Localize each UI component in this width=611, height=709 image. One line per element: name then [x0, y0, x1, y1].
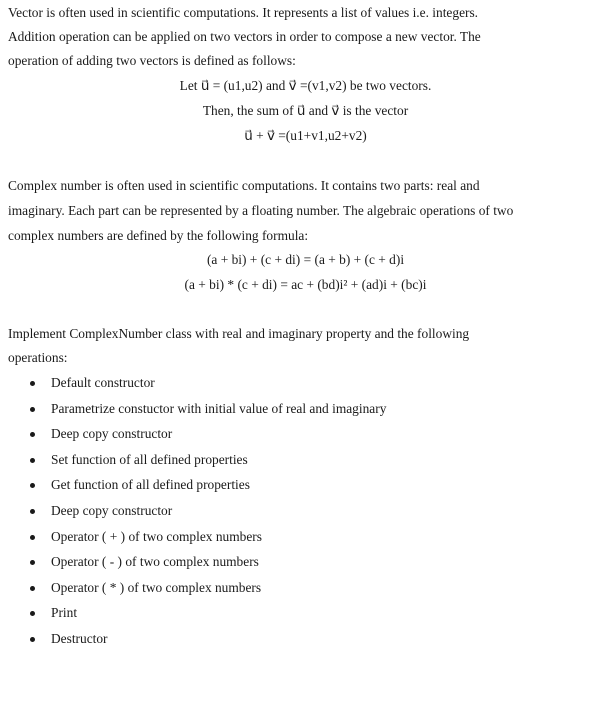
list-item: [30, 630, 108, 648]
list-item-label: Set function of all defined properties: [51, 452, 248, 467]
bullet-icon: [30, 637, 35, 642]
complex-paragraph-line-1: Complex number is often used in scientific computations. It contains two parts: real and: [8, 178, 480, 193]
list-item-label: Operator ( + ) of two complex numbers: [51, 529, 262, 544]
bullet-icon: [30, 535, 35, 540]
vector-paragraph-line-2: Addition operation can be applied on two vectors in order to compose a new vector. The: [8, 29, 481, 44]
list-item-label: Operator ( * ) of two complex numbers: [51, 580, 262, 595]
list-item-label: Deep copy constructor: [51, 503, 173, 518]
vector-formula-sum-text: Then, the sum of u⃗ and v⃗ is the vector: [202, 103, 409, 118]
list-item: [30, 476, 250, 494]
bullet-icon: [30, 509, 35, 514]
bullet-icon: [30, 611, 35, 616]
bullet-icon: [30, 483, 35, 488]
complex-formula-addition: (a + bi) + (c + di) = (a + b) + (c + d)i: [206, 252, 405, 267]
list-item: [30, 604, 77, 622]
task-paragraph-line-2: operations:: [8, 350, 68, 365]
list-item: [30, 502, 172, 520]
bullet-icon: [30, 381, 35, 386]
bullet-icon: [30, 560, 35, 565]
bullet-icon: [30, 458, 35, 463]
list-item: [30, 553, 259, 571]
complex-formula-multiplication: (a + bi) * (c + di) = ac + (bd)i² + (ad)i + (bc)i: [184, 277, 427, 292]
bullet-icon: [30, 586, 35, 591]
complex-paragraph-line-3: complex numbers are defined by the following formula:: [8, 228, 309, 243]
list-item: [30, 400, 386, 418]
list-item-label: Deep copy constructor: [51, 426, 173, 441]
list-item-label: Print: [51, 605, 78, 620]
list-item-label: Parametrize constuctor with initial value of real and imaginary: [51, 401, 387, 416]
bullet-icon: [30, 407, 35, 412]
vector-formula-definition: Let u⃗ = (u1,u2) and v⃗ =(v1,v2) be two vectors.: [179, 78, 432, 93]
list-item: [30, 451, 248, 469]
list-item-label: Get function of all defined properties: [51, 477, 250, 492]
list-item-label: Destructor: [51, 631, 108, 646]
vector-formula-sum: u⃗ + v⃗ =(u1+v1,u2+v2): [244, 128, 367, 143]
complex-paragraph-line-2: imaginary. Each part can be represented by a floating number. The algebraic operations of two: [8, 203, 514, 218]
vector-paragraph-line-1: Vector is often used in scientific computations. It represents a list of values i.e. integers.: [8, 5, 479, 20]
task-paragraph-line-1: Implement ComplexNumber class with real and imaginary property and the following: [8, 326, 470, 341]
list-item-label: Default constructor: [51, 375, 155, 390]
bullet-icon: [30, 432, 35, 437]
list-item-label: Operator ( - ) of two complex numbers: [51, 554, 259, 569]
list-item: [30, 425, 172, 443]
vector-paragraph-line-3: operation of adding two vectors is defined as follows:: [8, 53, 296, 68]
list-item: [30, 579, 261, 597]
list-item: [30, 374, 155, 392]
list-item: [30, 528, 262, 546]
